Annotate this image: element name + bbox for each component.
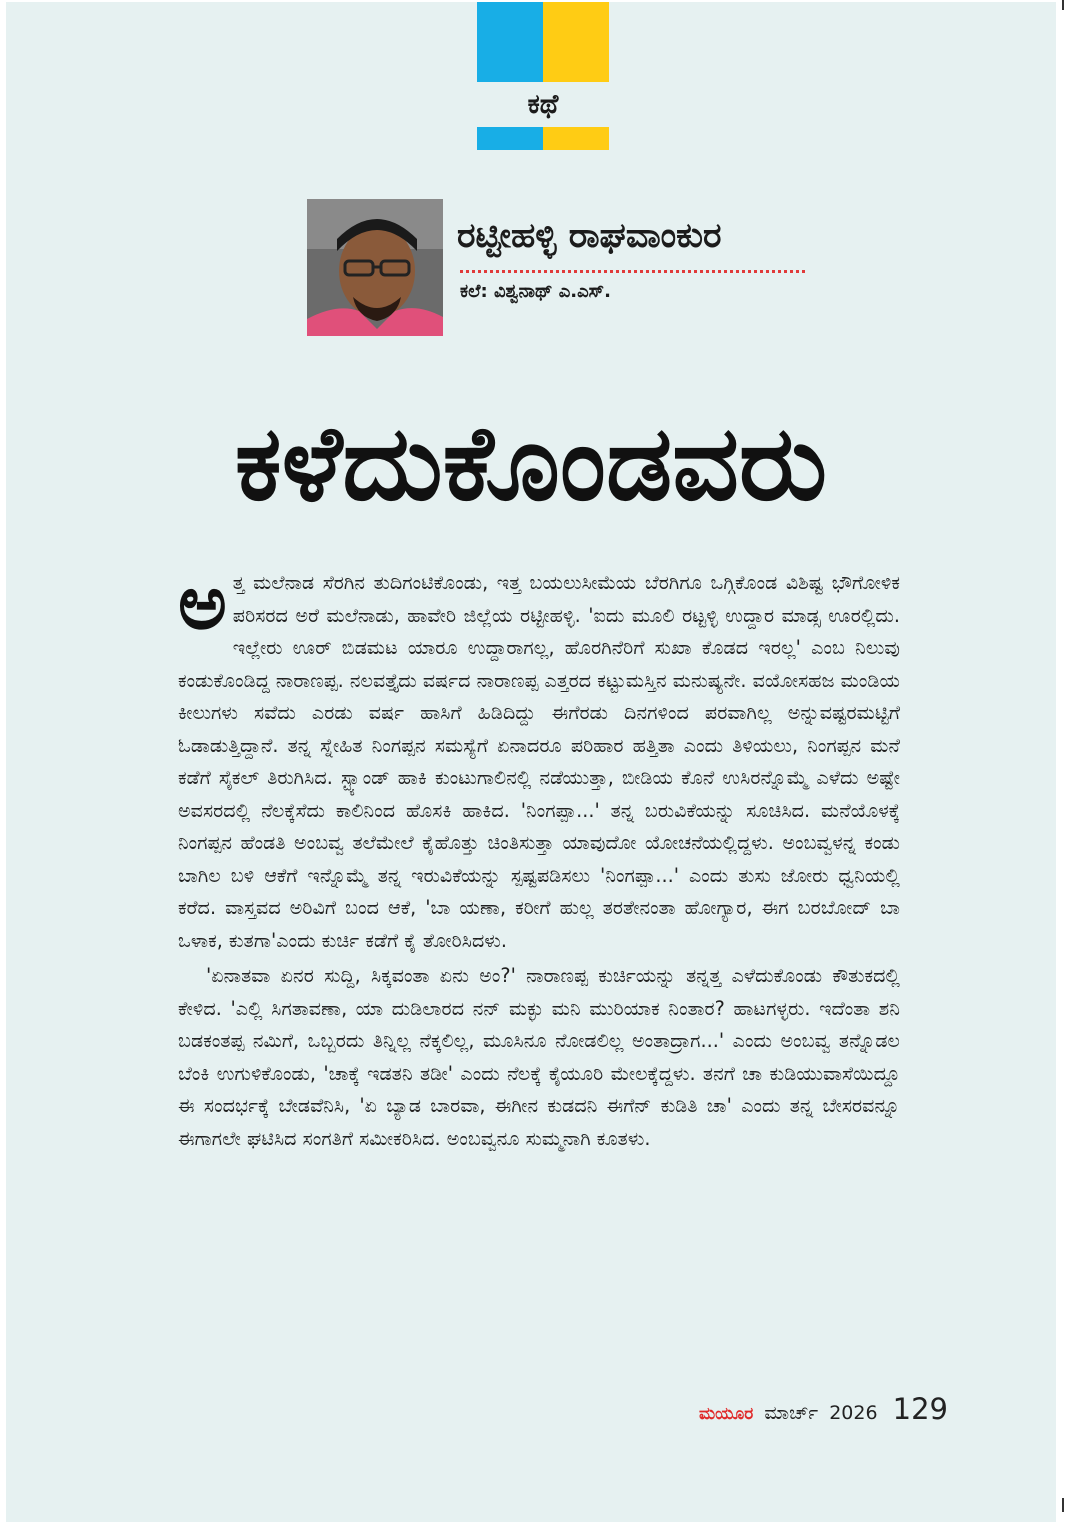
page-number: 129: [892, 1392, 948, 1426]
author-portrait-image: [307, 199, 443, 336]
section-badge: [477, 2, 609, 150]
paragraph-text: ತ್ತ ಮಲೆನಾಡ ಸೆರಗಿನ ತುದಿಗಂಟಿಕೊಂಡು, ಇತ್ತ ಬಯಲುಸೀಮೆಯ ಬೆರಗಿಗೂ ಒಗ್ಗಿಕೊಂಡ ವಿಶಿಷ್ಟ ಭೌಗೋಳಿಕ ಪರಿಸರದ ಅರೆ ಮಲೆನಾಡು, ಹಾವೇರಿ ಜಿಲ್ಲೆಯ ರಟ್ಟೀಹಳ್ಳಿ. 'ಐದು ಮೂಲಿ ರಟ್ಟಳ್ಳಿ ಉದ್ದಾರ ಮಾಡ್ಸ ಊರಲ್ಲಿದು. ಇಲ್ಲೇರು ಊರ್ ಬಿಡಮಟ ಯಾರೂ ಉದ್ದಾರಾಗಲ್ಲ, ಹೊರಗಿನೆರಿಗೆ ಸುಖಾ ಕೊಡದ ಇರಲ್ಲ' ಎಂಬ ನಿಲುವು ಕಂಡುಕೊಂಡಿದ್ದ ನಾರಾಣಪ್ಪ. ನಲವತ್ತೈದು ವರ್ಷದ ನಾರಾಣಪ್ಪ ಎತ್ತರದ ಕಟ್ಟುಮಸ್ತಿನ ಮನುಷ್ಯನೇ. ವಯೋಸಹಜ ಮಂಡಿಯ ಕೀಲುಗಳು ಸವೆದು ಎರಡು ವರ್ಷ ಹಾಸಿಗೆ ಹಿಡಿದಿದ್ದು ಈಗೆರಡು ದಿನಗಳಿಂದ ಪರವಾಗಿಲ್ಲ ಅನ್ನುವಷ್ಟರಮಟ್ಟಿಗೆ ಓಡಾಡುತ್ತಿದ್ದಾನೆ. ತನ್ನ ಸ್ನೇಹಿತ ನಿಂಗಪ್ಪನ ಸಮಸ್ಯೆಗೆ ಏನಾದರೂ ಪರಿಹಾರ ಹತ್ತಿತಾ ಎಂದು ತಿಳಿಯಲು, ನಿಂಗಪ್ಪನ ಮನೆ ಕಡೆಗೆ ಸೈಕಲ್ ತಿರುಗಿಸಿದ. ಸ್ಟ್ಯಾಂಡ್ ಹಾಕಿ ಕುಂಟುಗಾಲಿನಲ್ಲಿ ನಡೆಯುತ್ತಾ, ಬೀಡಿಯ ಕೊನೆ ಉಸಿರನ್ನೊಮ್ಮೆ ಎಳೆದು ಅಷ್ಟೇ ಅವಸರದಲ್ಲಿ ನೆಲಕ್ಕೆಸೆದು ಕಾಲಿನಿಂದ ಹೊಸಕಿ ಹಾಕಿದ. 'ನಿಂಗಪ್ಪಾ...' ತನ್ನ ಬರುವಿಕೆಯನ್ನು ಸೂಚಿಸಿದ. ಮನೆಯೊಳಕ್ಕೆ ನಿಂಗಪ್ಪನ ಹೆಂಡತಿ ಅಂಬವ್ವ ತಲೆಮೇಲೆ ಕೈಹೊತ್ತು ಚಿಂತಿಸುತ್ತಾ ಯಾವುದೋ ಯೋಚನೆಯಲ್ಲಿದ್ದಳು. ಅಂಬವ್ವಳನ್ನ ಕಂಡು ಬಾಗಿಲ ಬಳಿ ಆಕೆಗೆ ಇನ್ನೊಮ್ಮೆ ತನ್ನ ಇರುವಿಕೆಯನ್ನು ಸ್ಪಷ್ಟಪಡಿಸಲು 'ನಿಂಗಪ್ಪಾ...' ಎಂದು ತುಸು ಜೋರು ಧ್ವನಿಯಲ್ಲಿ ಕರೆದ. ವಾಸ್ತವದ ಅರಿವಿಗೆ ಬಂದ ಆಕೆ, 'ಬಾ ಯಣಾ, ಕರೀಗೆ ಹುಲ್ಲ ತರತೇನಂತಾ ಹೋಗ್ಯಾರ, ಈಗ ಬರಬೋದ್ ಬಾ ಒಳಾಕ, ಕುತಗಾ'ಎಂದು ಕುರ್ಚಿ ಕಡೆಗೆ ಕೈ ತೋರಿಸಿದಳು.: [178, 571, 900, 952]
crop-mark: [1062, 1498, 1064, 1512]
section-label: ಕಥೆ: [527, 89, 559, 120]
author-photo: [307, 199, 443, 336]
story-body: [178, 560, 900, 1158]
story-title: ಕಳೆದುಕೊಂಡವರು: [234, 402, 828, 524]
author-divider: [460, 270, 805, 273]
crop-mark: [1062, 0, 1064, 10]
issue-year: 2026: [829, 1402, 878, 1424]
issue-month: ಮಾರ್ಚ್: [764, 1402, 819, 1424]
drop-cap: ಅ: [178, 560, 227, 646]
badge-blue-block: [477, 2, 543, 82]
illustration-credit: ಕಲೆ: ವಿಶ್ವನಾಥ್ ಎ.ಎಸ್.: [460, 281, 611, 302]
badge-blue-strip: [477, 127, 543, 150]
paragraph: [178, 960, 900, 1155]
paragraph: [178, 560, 900, 957]
badge-yellow-strip: [543, 127, 609, 150]
magazine-page: [6, 2, 1056, 1522]
page-footer: [699, 1392, 948, 1426]
paragraph-text: 'ಏನಾತವಾ ಏನರ ಸುದ್ದಿ, ಸಿಕ್ಕವಂತಾ ಏನು ಅಂ?' ನಾರಾಣಪ್ಪ ಕುರ್ಚಿಯನ್ನು ತನ್ನತ್ತ ಎಳೆದುಕೊಂಡು ಕೌತುಕದಲ್ಲಿ ಕೇಳಿದ. 'ಎಲ್ಲಿ ಸಿಗತಾವಣಾ, ಯಾ ದುಡಿಲಾರದ ನನ್ ಮಕ್ಳು ಮನಿ ಮುರಿಯಾಕ ನಿಂತಾರ? ಹಾಟಗಳ್ಳರು. ಇದೆಂತಾ ಶನಿ ಬಡಕಂತಪ್ಪ ನಮಿಗೆ, ಒಬ್ಬರದು ತಿನ್ನಿಲ್ಲ ನೆಕ್ಕಲಿಲ್ಲ, ಮೂಸಿನೂ ನೋಡಲಿಲ್ಲ ಅಂತಾದ್ರಾಗ...' ಎಂದು ಅಂಬವ್ವ ತನ್ನೊಡಲ ಬೆಂಕಿ ಉಗುಳಿಕೊಂಡು, 'ಚಾಕ್ಕೆ ಇಡತನಿ ತಡೀ' ಎಂದು ನೆಲಕ್ಕೆ ಕೈಯೂರಿ ಮೇಲಕ್ಕೆದ್ದಳು. ತನಗೆ ಚಾ ಕುಡಿಯುವಾಸೆಯಿದ್ದೂ ಈ ಸಂದರ್ಭಕ್ಕೆ ಬೇಡವೆನಿಸಿ, 'ಏ ಬ್ಯಾಡ ಬಾರವಾ, ಈಗೀನ ಕುಡದನಿ ಈಗೆನ್ ಕುಡಿತಿ ಚಾ' ಎಂದು ತನ್ನ ಬೇಸರವನ್ನೂ ಈಗಾಗಲೇ ಘಟಿಸಿದ ಸಂಗತಿಗೆ ಸಮೀಕರಿಸಿದ. ಅಂಬವ್ವನೂ ಸುಮ್ಮನಾಗಿ ಕೂತಳು.: [178, 964, 900, 1150]
badge-yellow-block: [543, 2, 609, 82]
magazine-logo: ಮಯೂರ: [699, 1404, 754, 1424]
author-name: ರಟ್ಟೀಹಳ್ಳಿ ರಾಘವಾಂಕುರ: [457, 216, 722, 256]
